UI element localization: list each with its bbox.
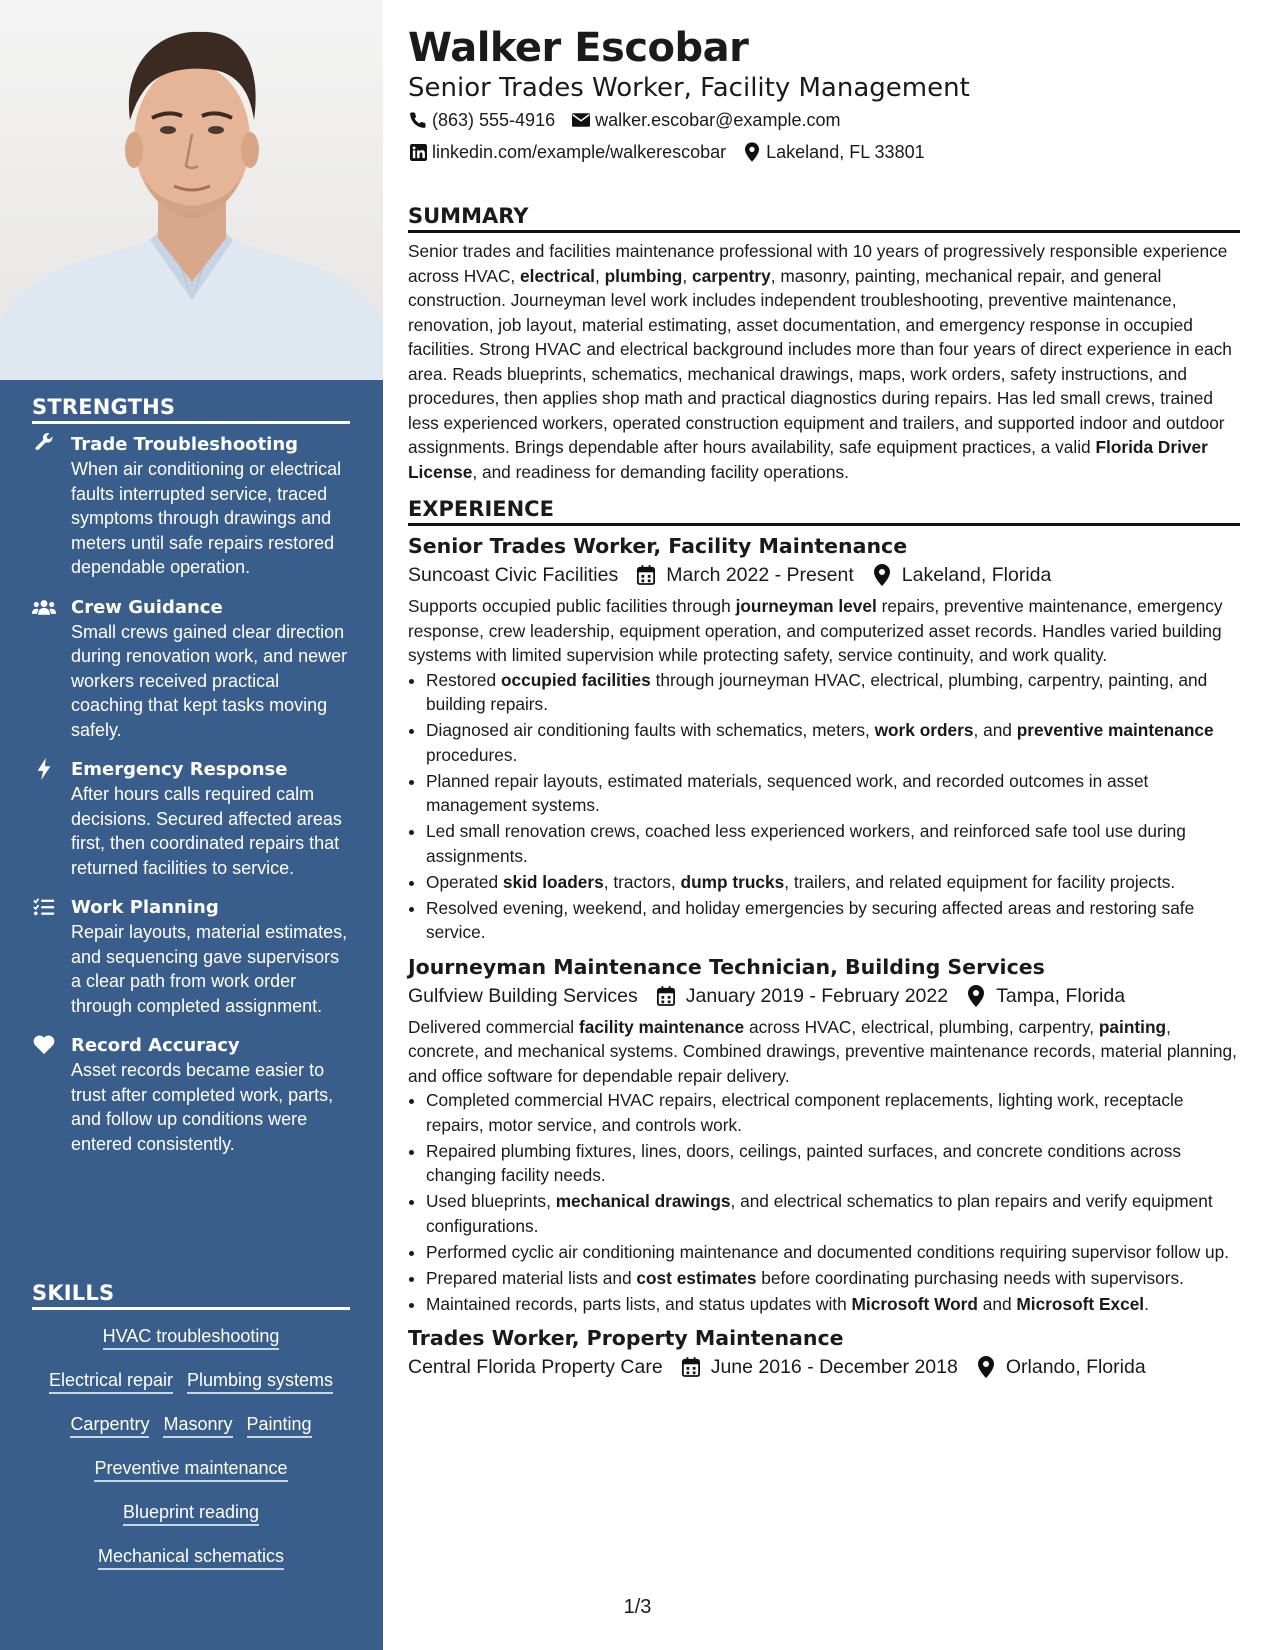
- portrait-illustration: [0, 0, 383, 380]
- bullet-item: [426, 1139, 1240, 1188]
- text-run: Performed cyclic air conditioning maintenance and documented conditions requiring supervisor follow up.: [426, 1241, 1230, 1262]
- map-pin-icon: [976, 1356, 996, 1378]
- strength-description: Repair layouts, material estimates, and sequencing gave supervisors a clear path from work order through completed assignment.: [71, 922, 348, 1016]
- job-company: [408, 1352, 663, 1382]
- contact-row: [408, 104, 1240, 136]
- job-bullets: [408, 668, 1240, 945]
- bullet-item: [426, 1189, 1240, 1238]
- profile-photo: [0, 0, 383, 380]
- experience-section: [408, 497, 1240, 1382]
- job-bullets: [408, 1088, 1240, 1316]
- text-run: Operated: [426, 871, 503, 892]
- text-run: , and: [973, 720, 1017, 740]
- skills-row: [32, 1326, 350, 1350]
- text-run: , tractors,: [603, 871, 681, 892]
- job-location-text: Orlando, Florida: [1005, 1356, 1146, 1378]
- bold-text: occupied facilities: [500, 669, 651, 690]
- phone-text: (863) 555-4916: [432, 110, 556, 130]
- bold-text: work orders: [874, 720, 974, 740]
- job-entry: [408, 953, 1240, 1317]
- text-run: Planned repair layouts, estimated materials, sequenced work, and recorded outcomes in asset management systems.: [426, 770, 1149, 815]
- job-location: [966, 981, 1125, 1011]
- skill-tag: Masonry: [163, 1414, 232, 1438]
- strength-title: Trade Troubleshooting: [71, 434, 299, 455]
- text-run: before coordinating purchasing needs with supervisors.: [756, 1267, 1184, 1288]
- job-description: [408, 1015, 1240, 1089]
- job-dates: [681, 1352, 958, 1382]
- candidate-name: Walker Escobar: [408, 25, 749, 71]
- text-run: Restored: [426, 669, 501, 690]
- strength-description: After hours calls required calm decisions. Secured affected areas first, then coordinated repairs that returned facilities to service.: [71, 784, 342, 878]
- skill-tag: Electrical repair: [49, 1370, 173, 1394]
- skill-tag: Preventive maintenance: [94, 1458, 287, 1482]
- linkedin-icon: [408, 142, 428, 162]
- skill-tag: Carpentry: [70, 1414, 149, 1438]
- bold-text: plumbing: [604, 265, 683, 286]
- text-run: , trailers, and related equipment for facility projects.: [784, 871, 1176, 892]
- skills-row: [32, 1414, 350, 1438]
- bullet-item: [426, 718, 1240, 767]
- skill-tag: Plumbing systems: [187, 1370, 333, 1394]
- strengths-section: [32, 395, 350, 1171]
- bullet-item: [426, 1240, 1240, 1265]
- skills-row: [32, 1502, 350, 1526]
- text-run: and: [977, 1293, 1017, 1314]
- bold-text: skid loaders: [502, 871, 604, 892]
- bold-text: mechanical drawings: [555, 1191, 731, 1211]
- experience-list: [408, 532, 1240, 1382]
- bold-text: Microsoft Excel: [1016, 1293, 1145, 1314]
- bullet-item: [426, 870, 1240, 895]
- contact-email[interactable]: [571, 104, 840, 136]
- contact-row-2: [408, 136, 1240, 168]
- envelope-icon: [571, 110, 591, 130]
- strength-title: Crew Guidance: [71, 596, 223, 618]
- job-title: Journeyman Maintenance Technician, Building Services: [408, 954, 1045, 979]
- bullet-item: [426, 668, 1240, 717]
- strength-title: Work Planning: [71, 897, 219, 918]
- text-run: Diagnosed air conditioning faults with schematics, meters,: [426, 720, 875, 740]
- strength-description: Small crews gained clear direction during renovation work, and newer workers received practical coaching that kept tasks moving safely.: [71, 621, 348, 740]
- bullet-item: [426, 1292, 1240, 1317]
- summary-text: [408, 239, 1240, 484]
- text-run: Supports occupied public facilities through: [408, 596, 736, 616]
- strength-title: Emergency Response: [71, 759, 288, 780]
- dates-text: June 2016 - December 2018: [710, 1356, 958, 1378]
- bold-text: Florida Driver License: [408, 437, 1208, 482]
- job-dates: [636, 560, 854, 590]
- map-pin-icon: [966, 985, 986, 1007]
- strength-item: [32, 1033, 350, 1156]
- job-dates: [656, 981, 948, 1011]
- text-run: Maintained records, parts lists, and status updates with: [426, 1293, 852, 1314]
- text-run: Resolved evening, weekend, and holiday emergencies by securing affected areas and restoring safe service.: [426, 897, 1195, 942]
- job-company: [408, 981, 638, 1011]
- bullet-item: [426, 1266, 1240, 1291]
- text-run: Delivered commercial: [408, 1016, 579, 1037]
- skill-tag: Painting: [247, 1414, 312, 1438]
- page-number: 1/3: [623, 1596, 652, 1618]
- calendar-icon: [636, 564, 656, 586]
- text-run: , masonry, painting, mechanical repair, and general construction. Journeyman level work includes independent troubleshooting, preventive maintenance, renovation, job layout, material estimating, asset documentation, and emergency response in occupied facilities. Strong HVAC and electrical background includes more than four years of direct experience in each area. Reads blueprints, schematics, mechanical drawings, maps, work orders, safety instructions, and procedures, then applies shop math and practical diagnostics during repairs. Has led small crews, trained less experienced workers, operated construction equipment and trailers, and supported indoor and outdoor assignments. Brings dependable after hours availability, safe equipment practices, a valid: [408, 265, 1232, 457]
- job-location: [872, 560, 1052, 590]
- bullet-item: [426, 1088, 1240, 1137]
- strength-description: Asset records became easier to trust after completed work, parts, and follow up conditions were entered consistently.: [71, 1060, 334, 1154]
- skills-list: [32, 1326, 350, 1570]
- text-run: Prepared material lists and: [426, 1267, 637, 1288]
- contact-linkedin[interactable]: [408, 136, 726, 168]
- calendar-icon: [656, 985, 676, 1007]
- contact-location: [742, 136, 924, 168]
- text-run: ,: [595, 265, 605, 286]
- company-text: Gulfview Building Services: [408, 984, 638, 1007]
- contact-phone[interactable]: [408, 104, 555, 136]
- wrench-icon: [32, 433, 56, 455]
- strength-item: [32, 757, 350, 880]
- experience-heading: EXPERIENCE: [408, 497, 1240, 526]
- bold-text: dump trucks: [680, 871, 785, 892]
- job-entry: [408, 532, 1240, 945]
- job-title: Senior Trades Worker, Facility Maintenance: [408, 534, 908, 558]
- strength-title: Record Accuracy: [71, 1035, 240, 1056]
- skill-tag: Blueprint reading: [123, 1502, 259, 1526]
- job-entry: [408, 1324, 1240, 1382]
- map-pin-icon: [872, 564, 892, 586]
- dates-text: March 2022 - Present: [666, 564, 854, 586]
- skills-row: [32, 1370, 350, 1394]
- job-description: [408, 594, 1240, 668]
- skills-heading: SKILLS: [32, 1281, 350, 1310]
- job-title: Trades Worker, Property Maintenance: [408, 1326, 844, 1350]
- text-run: across HVAC, electrical, plumbing, carpentry,: [744, 1016, 1099, 1037]
- job-meta: [408, 981, 1240, 1011]
- strength-item: [32, 595, 350, 743]
- text-run: Senior trades and facilities maintenance professional with 10 years of progressively responsible experience across HVAC,: [408, 241, 1228, 286]
- calendar-icon: [681, 1356, 701, 1378]
- bold-text: carpentry: [691, 265, 771, 286]
- job-location-text: Tampa, Florida: [996, 984, 1126, 1007]
- summary-section: [408, 204, 1240, 484]
- text-run: repairs, preventive maintenance, emergency response, crew leadership, equipment operation, and computerized asset records. Handles varied building systems with limited supervision while protecting safety, service continuity, and work quality.: [408, 596, 1223, 665]
- sidebar: [0, 0, 383, 1650]
- text-run: Completed commercial HVAC repairs, electrical component replacements, lighting work, receptacle repairs, motor service, and controls work.: [426, 1090, 1184, 1135]
- bold-text: preventive maintenance: [1016, 720, 1214, 740]
- email-text: walker.escobar@example.com: [595, 110, 841, 130]
- candidate-headline: Senior Trades Worker, Facility Management: [408, 73, 970, 103]
- checklist-icon: [32, 896, 56, 918]
- text-run: ,: [682, 265, 692, 286]
- job-location-text: Lakeland, Florida: [901, 564, 1052, 586]
- summary-heading: SUMMARY: [408, 204, 1240, 233]
- bold-text: electrical: [520, 265, 595, 286]
- bolt-icon: [32, 758, 56, 780]
- text-run: Repaired plumbing fixtures, lines, doors, ceilings, painted surfaces, and concrete conditions across changing facility needs.: [426, 1140, 1182, 1185]
- phone-icon: [408, 110, 428, 130]
- text-run: Led small renovation crews, coached less experienced workers, and reinforced safe tool use during assignments.: [426, 821, 1186, 866]
- bullet-item: [426, 896, 1240, 945]
- users-icon: [32, 596, 56, 618]
- job-meta: [408, 1352, 1240, 1382]
- company-text: Central Florida Property Care: [408, 1356, 663, 1378]
- bold-text: Microsoft Word: [851, 1293, 978, 1314]
- bullet-item: [426, 819, 1240, 868]
- skills-section: [32, 1281, 350, 1590]
- text-run: , concrete, and mechanical systems. Combined drawings, preventive maintenance records, material planning, and office software for dependable repair delivery.: [408, 1016, 1237, 1086]
- location-text: Lakeland, FL 33801: [766, 142, 925, 162]
- job-meta: [408, 560, 1240, 590]
- bullet-item: [426, 769, 1240, 818]
- job-company: [408, 560, 618, 590]
- text-run: procedures.: [426, 744, 518, 765]
- bold-text: cost estimates: [636, 1267, 757, 1288]
- main-content: [408, 22, 1240, 1386]
- bold-text: painting: [1098, 1016, 1167, 1037]
- text-run: , and readiness for demanding facility operations.: [472, 461, 849, 482]
- strengths-heading: STRENGTHS: [32, 395, 350, 424]
- text-run: through journeyman HVAC, electrical, plumbing, carpentry, painting, and building repairs.: [426, 669, 1208, 714]
- map-pin-icon: [742, 142, 762, 162]
- skill-tag: Mechanical schematics: [98, 1546, 284, 1570]
- dates-text: January 2019 - February 2022: [685, 984, 949, 1007]
- linkedin-text: linkedin.com/example/walkerescobar: [432, 142, 727, 162]
- text-run: , and electrical schematics to plan repairs and verify equipment configurations.: [426, 1191, 1213, 1236]
- heart-icon: [32, 1034, 56, 1056]
- company-text: Suncoast Civic Facilities: [408, 564, 619, 586]
- skills-row: [32, 1458, 350, 1482]
- text-run: Used blueprints,: [426, 1191, 556, 1211]
- job-location: [976, 1352, 1146, 1382]
- strength-description: When air conditioning or electrical faults interrupted service, traced symptoms through drawings and meters until safe repairs restored dependable operation.: [71, 459, 342, 577]
- strength-item: [32, 432, 350, 580]
- skill-tag: HVAC troubleshooting: [103, 1326, 280, 1350]
- strength-item: [32, 895, 350, 1018]
- text-run: .: [1144, 1293, 1149, 1314]
- skills-row: [32, 1546, 350, 1570]
- bold-text: journeyman level: [735, 596, 877, 616]
- bold-text: facility maintenance: [578, 1016, 745, 1037]
